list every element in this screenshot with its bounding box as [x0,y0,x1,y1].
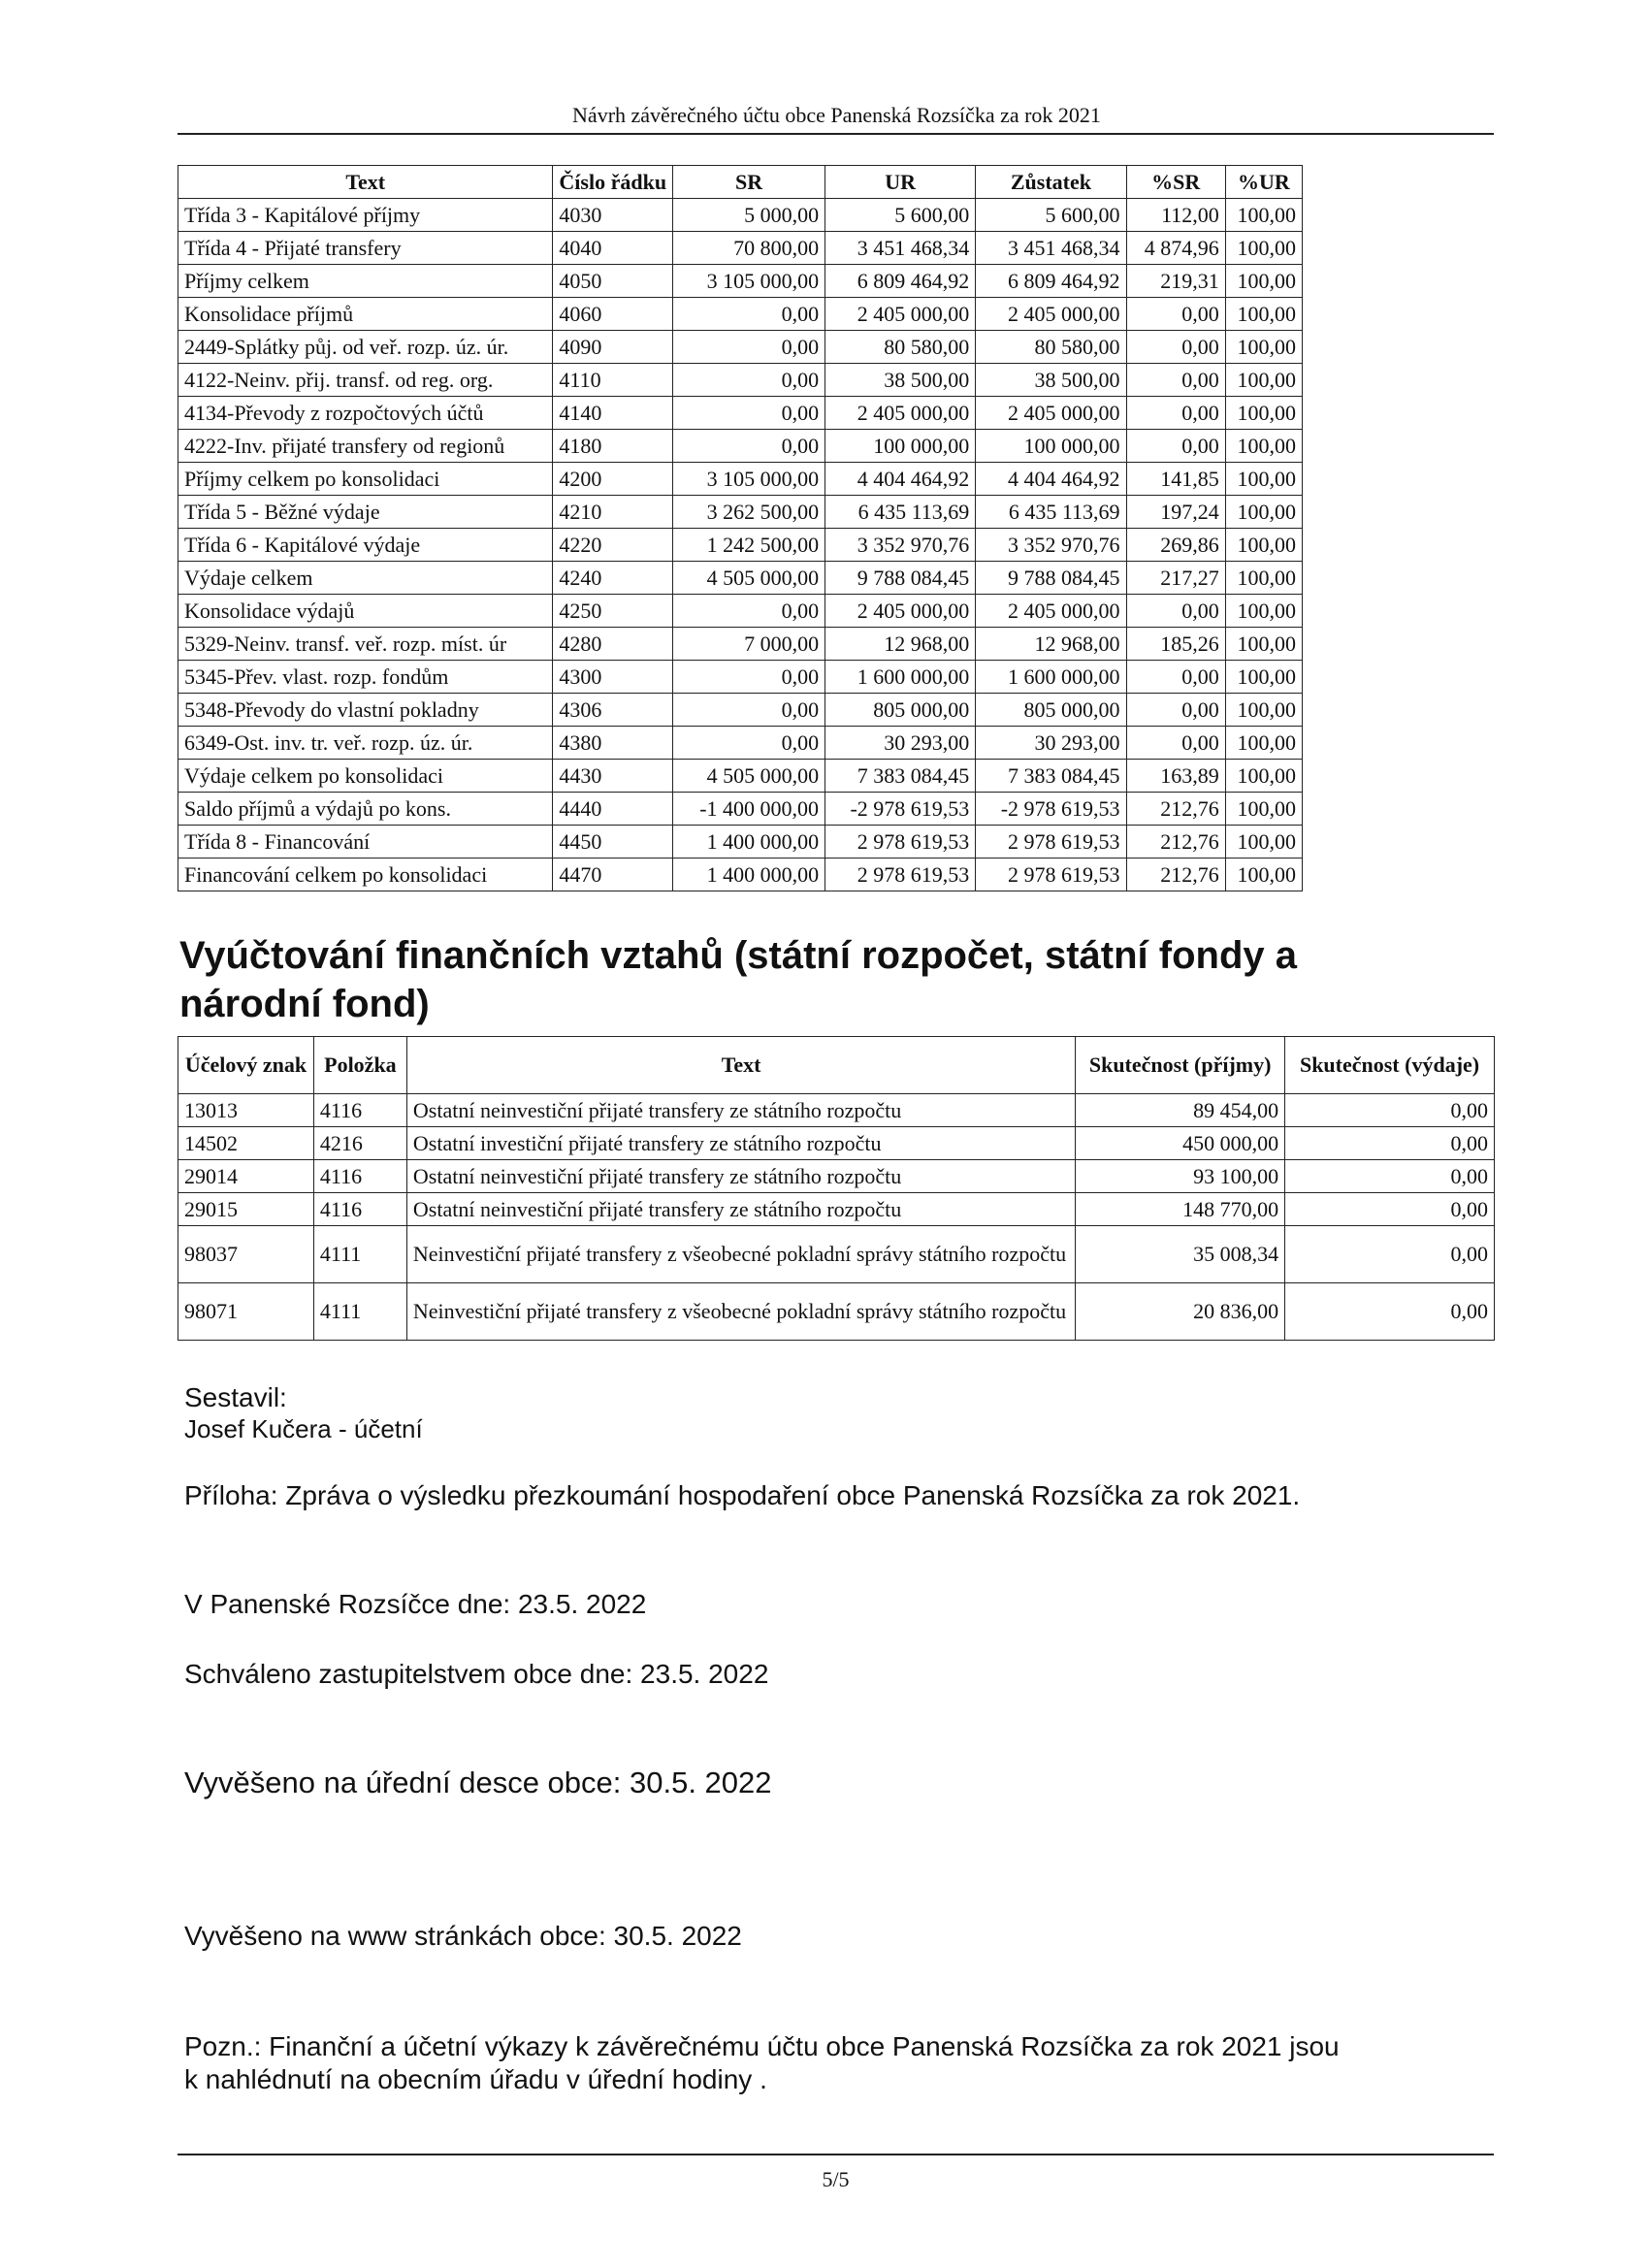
table-cell: 3 451 468,34 [976,232,1126,265]
table-cell: 1 600 000,00 [825,661,976,694]
table-cell: 4440 [553,793,673,826]
table-cell: 219,31 [1126,265,1225,298]
table-cell: 4040 [553,232,673,265]
table-cell: 30 293,00 [976,727,1126,760]
table-cell: Konsolidace příjmů [178,298,553,331]
compiled-label: Sestavil: [184,1382,287,1412]
table-cell: 4134-Převody z rozpočtových účtů [178,397,553,430]
table-cell: Ostatní neinvestiční přijaté transfery ze státního rozpočtu [406,1160,1075,1193]
table-cell: 0,00 [673,727,825,760]
table-cell: 0,00 [673,397,825,430]
table-cell: 6 435 113,69 [976,496,1126,529]
table-cell: 100,00 [1225,595,1302,628]
table-cell: 4430 [553,760,673,793]
table-cell: 100,00 [1225,661,1302,694]
table-cell: Neinvestiční přijaté transfery z všeobecné pokladní správy státního rozpočtu [406,1226,1075,1283]
table-cell: 5 600,00 [976,199,1126,232]
table-cell: 3 451 468,34 [825,232,976,265]
table-cell: 4216 [313,1127,406,1160]
table-cell: 93 100,00 [1076,1160,1285,1193]
table-cell: 100,00 [1225,793,1302,826]
table-cell: Třída 8 - Financování [178,826,553,859]
table-row [178,430,1303,463]
table-row [178,595,1303,628]
table-cell: 100,00 [1225,562,1302,595]
table-cell: 100,00 [1225,463,1302,496]
table-cell: 0,00 [673,298,825,331]
table-row [178,1127,1495,1160]
summary-header-row [178,166,1303,199]
table-row [178,760,1303,793]
table-cell: 7 000,00 [673,628,825,661]
table-cell: 2 405 000,00 [976,298,1126,331]
table-cell: 14502 [178,1127,314,1160]
table-cell: 0,00 [1285,1226,1495,1283]
table-cell: 12 968,00 [825,628,976,661]
table-row [178,298,1303,331]
attachment-note: Příloha: Zpráva o výsledku přezkoumání hospodaření obce Panenská Rozsíčka za rok 2021. [184,1480,1301,1510]
column-header: Skutečnost (příjmy) [1076,1037,1285,1094]
table-cell: 5329-Neinv. transf. veř. rozp. míst. úr [178,628,553,661]
table-cell: 100,00 [1225,364,1302,397]
table-cell: Výdaje celkem po konsolidaci [178,760,553,793]
column-header: Zůstatek [976,166,1126,199]
table-cell: 6 435 113,69 [825,496,976,529]
table-row [178,727,1303,760]
table-row [178,199,1303,232]
table-cell: 98037 [178,1226,314,1283]
posted-web: Vyvěšeno na www stránkách obce: 30.5. 2022 [184,1921,742,1951]
table-cell: 4 874,96 [1126,232,1225,265]
table-cell: 0,00 [1285,1193,1495,1226]
table-cell: 100,00 [1225,529,1302,562]
table-cell: 4122-Neinv. přij. transf. od reg. org. [178,364,553,397]
table-cell: 0,00 [1126,595,1225,628]
column-header: Skutečnost (výdaje) [1285,1037,1495,1094]
table-cell: 0,00 [1126,430,1225,463]
table-cell: 100,00 [1225,628,1302,661]
table-row [178,232,1303,265]
place-date: V Panenské Rozsíčce dne: 23.5. 2022 [184,1589,647,1619]
table-cell: 0,00 [673,364,825,397]
table-row [178,1193,1495,1226]
table-cell: 4116 [313,1094,406,1127]
table-cell: 4210 [553,496,673,529]
table-cell: 89 454,00 [1076,1094,1285,1127]
table-row [178,529,1303,562]
table-cell: 3 352 970,76 [825,529,976,562]
table-cell: Příjmy celkem po konsolidaci [178,463,553,496]
table-cell: -2 978 619,53 [825,793,976,826]
table-cell: 100,00 [1225,694,1302,727]
table-row [178,1226,1495,1283]
table-row [178,661,1303,694]
table-cell: Financování celkem po konsolidaci [178,859,553,891]
table-cell: 2 405 000,00 [825,298,976,331]
table-cell: 0,00 [1126,397,1225,430]
table-cell: 2 405 000,00 [976,595,1126,628]
table-row [178,859,1303,891]
table-cell: 7 383 084,45 [976,760,1126,793]
table-cell: 100,00 [1225,430,1302,463]
table-cell: 4180 [553,430,673,463]
table-cell: 4300 [553,661,673,694]
table-cell: 0,00 [673,661,825,694]
table-cell: 141,85 [1126,463,1225,496]
note-line-2: k nahlédnutí na obecním úřadu v úřední hodiny . [184,2064,767,2094]
table-cell: Výdaje celkem [178,562,553,595]
table-cell: 29014 [178,1160,314,1193]
table-cell: 0,00 [1126,331,1225,364]
table-cell: 2 405 000,00 [976,397,1126,430]
table-cell: 2 978 619,53 [976,826,1126,859]
table-cell: 4200 [553,463,673,496]
table-cell: 0,00 [1285,1127,1495,1160]
table-cell: 5 600,00 [825,199,976,232]
column-header: SR [673,166,825,199]
table-cell: 4030 [553,199,673,232]
table-cell: 4 505 000,00 [673,760,825,793]
table-row [178,562,1303,595]
table-cell: 5348-Převody do vlastní pokladny [178,694,553,727]
table-cell: Třída 3 - Kapitálové příjmy [178,199,553,232]
table-row [178,694,1303,727]
table-row [178,265,1303,298]
table-cell: 100,00 [1225,232,1302,265]
table-cell: 13013 [178,1094,314,1127]
posted-board: Vyvěšeno na úřední desce obce: 30.5. 2022 [184,1766,772,1799]
table-cell: 0,00 [1126,694,1225,727]
table-cell: 100,00 [1225,496,1302,529]
table-cell: 100,00 [1225,859,1302,891]
table-cell: 20 836,00 [1076,1283,1285,1341]
column-header: Text [178,166,553,199]
table-cell: 4111 [313,1226,406,1283]
table-cell: 212,76 [1126,793,1225,826]
summary-table [178,165,1303,891]
table-cell: 212,76 [1126,826,1225,859]
compiled-by: Josef Kučera - účetní [184,1414,423,1443]
table-cell: 112,00 [1126,199,1225,232]
table-cell: 6349-Ost. inv. tr. veř. rozp. úz. úr. [178,727,553,760]
table-cell: 4 404 464,92 [825,463,976,496]
table-cell: 2 405 000,00 [825,397,976,430]
table-cell: 100,00 [1225,760,1302,793]
table-cell: 0,00 [1126,298,1225,331]
table-cell: 100,00 [1225,265,1302,298]
table-cell: 197,24 [1126,496,1225,529]
table-row [178,793,1303,826]
table-cell: 0,00 [673,331,825,364]
table-cell: 0,00 [673,694,825,727]
table-cell: 0,00 [673,430,825,463]
table-cell: 0,00 [1285,1283,1495,1341]
table-cell: 4250 [553,595,673,628]
table-cell: 98071 [178,1283,314,1341]
table-cell: 4 404 464,92 [976,463,1126,496]
table-cell: 38 500,00 [976,364,1126,397]
footer-divider [178,2154,1494,2155]
table-cell: 3 262 500,00 [673,496,825,529]
table-cell: 4110 [553,364,673,397]
table-cell: 1 600 000,00 [976,661,1126,694]
table-cell: 212,76 [1126,859,1225,891]
page-header: Návrh závěrečného účtu obce Panenská Rozsíčka za rok 2021 [572,103,1101,127]
table-cell: 80 580,00 [976,331,1126,364]
table-cell: 100 000,00 [825,430,976,463]
table-cell: 1 400 000,00 [673,826,825,859]
table-cell: 4140 [553,397,673,430]
table-cell: 100,00 [1225,199,1302,232]
finance-header-row [178,1037,1495,1094]
table-cell: 4380 [553,727,673,760]
table-cell: 3 105 000,00 [673,265,825,298]
table-cell: 4450 [553,826,673,859]
page-number: 5/5 [822,2167,850,2191]
column-header: %SR [1126,166,1225,199]
column-header: %UR [1225,166,1302,199]
approval-date: Schváleno zastupitelstvem obce dne: 23.5. 2022 [184,1659,769,1689]
table-cell: 100,00 [1225,331,1302,364]
table-cell: 2 978 619,53 [825,859,976,891]
table-cell: 80 580,00 [825,331,976,364]
table-cell: 1 242 500,00 [673,529,825,562]
table-cell: 5 000,00 [673,199,825,232]
table-cell: 2 978 619,53 [976,859,1126,891]
table-cell: 12 968,00 [976,628,1126,661]
table-cell: 4050 [553,265,673,298]
table-cell: 4280 [553,628,673,661]
table-cell: 9 788 084,45 [825,562,976,595]
table-cell: 0,00 [1285,1094,1495,1127]
table-cell: 0,00 [673,595,825,628]
table-cell: -1 400 000,00 [673,793,825,826]
table-cell: Třída 4 - Přijaté transfery [178,232,553,265]
table-cell: 38 500,00 [825,364,976,397]
table-cell: Konsolidace výdajů [178,595,553,628]
table-cell: 100,00 [1225,397,1302,430]
column-header: Text [406,1037,1075,1094]
table-cell: 217,27 [1126,562,1225,595]
table-row [178,364,1303,397]
table-cell: Saldo příjmů a výdajů po kons. [178,793,553,826]
table-row [178,331,1303,364]
table-cell: 4470 [553,859,673,891]
table-cell: -2 978 619,53 [976,793,1126,826]
table-cell: Ostatní neinvestiční přijaté transfery ze státního rozpočtu [406,1193,1075,1226]
table-cell: 269,86 [1126,529,1225,562]
table-cell: 70 800,00 [673,232,825,265]
table-cell: 805 000,00 [976,694,1126,727]
table-cell: 4111 [313,1283,406,1341]
table-cell: Ostatní neinvestiční přijaté transfery ze státního rozpočtu [406,1094,1075,1127]
table-row [178,496,1303,529]
finance-table [178,1036,1495,1341]
table-cell: Příjmy celkem [178,265,553,298]
table-cell: 4 505 000,00 [673,562,825,595]
table-cell: 4116 [313,1160,406,1193]
section-heading: Vyúčtování finančních vztahů (státní rozpočet, státní fondy a národní fond) [179,934,1297,1025]
table-cell: 6 809 464,92 [825,265,976,298]
table-cell: 2449-Splátky půj. od veř. rozp. úz. úr. [178,331,553,364]
table-cell: 4240 [553,562,673,595]
table-cell: 4306 [553,694,673,727]
table-cell: Třída 6 - Kapitálové výdaje [178,529,553,562]
table-row [178,826,1303,859]
table-cell: 0,00 [1126,727,1225,760]
table-cell: 3 105 000,00 [673,463,825,496]
table-cell: 450 000,00 [1076,1127,1285,1160]
column-header: Účelový znak [178,1037,314,1094]
table-row [178,1094,1495,1127]
table-cell: 805 000,00 [825,694,976,727]
table-cell: 4060 [553,298,673,331]
table-row [178,397,1303,430]
table-cell: 185,26 [1126,628,1225,661]
table-cell: 4222-Inv. přijaté transfery od regionů [178,430,553,463]
table-cell: Ostatní investiční přijaté transfery ze státního rozpočtu [406,1127,1075,1160]
table-cell: 5345-Přev. vlast. rozp. fondům [178,661,553,694]
table-cell: 100,00 [1225,826,1302,859]
table-cell: 3 352 970,76 [976,529,1126,562]
table-row [178,1160,1495,1193]
table-cell: 100 000,00 [976,430,1126,463]
table-cell: 4220 [553,529,673,562]
note-line-1: Pozn.: Finanční a účetní výkazy k závěrečnému účtu obce Panenská Rozsíčka za rok 2021 jsou [184,2031,1340,2061]
table-cell: 6 809 464,92 [976,265,1126,298]
table-cell: 0,00 [1285,1160,1495,1193]
header-divider [178,133,1494,135]
column-header: UR [825,166,976,199]
table-cell: 2 978 619,53 [825,826,976,859]
table-row [178,1283,1495,1341]
table-cell: 4090 [553,331,673,364]
table-cell: 148 770,00 [1076,1193,1285,1226]
table-cell: 100,00 [1225,298,1302,331]
table-cell: Neinvestiční přijaté transfery z všeobecné pokladní správy státního rozpočtu [406,1283,1075,1341]
table-cell: 4116 [313,1193,406,1226]
table-cell: 29015 [178,1193,314,1226]
table-cell: 0,00 [1126,364,1225,397]
table-cell: 9 788 084,45 [976,562,1126,595]
table-cell: 2 405 000,00 [825,595,976,628]
table-cell: 0,00 [1126,661,1225,694]
table-cell: 1 400 000,00 [673,859,825,891]
table-cell: 30 293,00 [825,727,976,760]
table-cell: 100,00 [1225,727,1302,760]
table-row [178,463,1303,496]
table-cell: Třída 5 - Běžné výdaje [178,496,553,529]
table-cell: 35 008,34 [1076,1226,1285,1283]
table-cell: 163,89 [1126,760,1225,793]
column-header: Položka [313,1037,406,1094]
column-header: Číslo řádku [553,166,673,199]
table-cell: 7 383 084,45 [825,760,976,793]
table-row [178,628,1303,661]
